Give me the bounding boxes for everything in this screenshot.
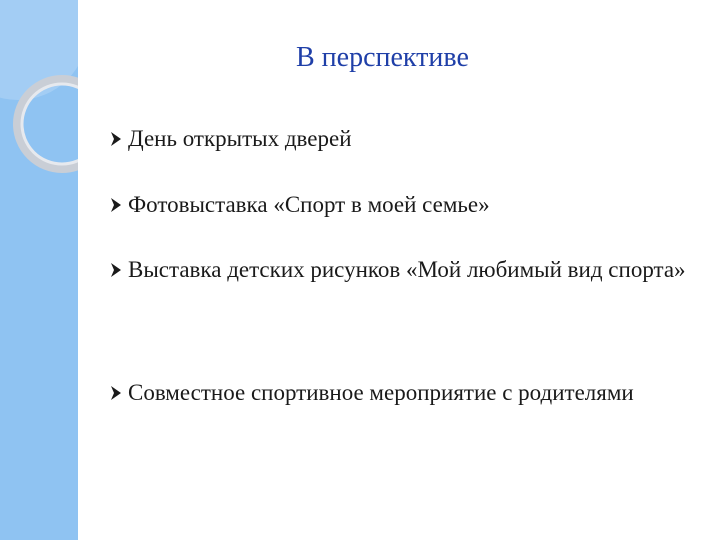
decorative-circles — [0, 0, 78, 200]
arrow-bullet-icon — [106, 176, 126, 234]
bullet-text: Фотовыставка «Спорт в моей семье» — [128, 192, 490, 217]
slide-title: В перспективе — [296, 42, 469, 73]
bullet-item — [102, 110, 702, 168]
arrow-bullet-icon — [106, 110, 126, 168]
sidebar-band — [0, 0, 78, 540]
bullet-text: Совместное спортивное мероприятие с родителями — [128, 380, 634, 405]
bullet-text: Выставка детских рисунков «Мой любимый вид спорта» — [128, 257, 686, 282]
arrow-bullet-icon — [106, 241, 126, 299]
bullet-item — [102, 364, 702, 422]
bullet-text: День открытых дверей — [128, 126, 352, 151]
bullet-item — [102, 241, 702, 299]
arrow-bullet-icon — [106, 364, 126, 422]
bullet-item — [102, 176, 702, 234]
